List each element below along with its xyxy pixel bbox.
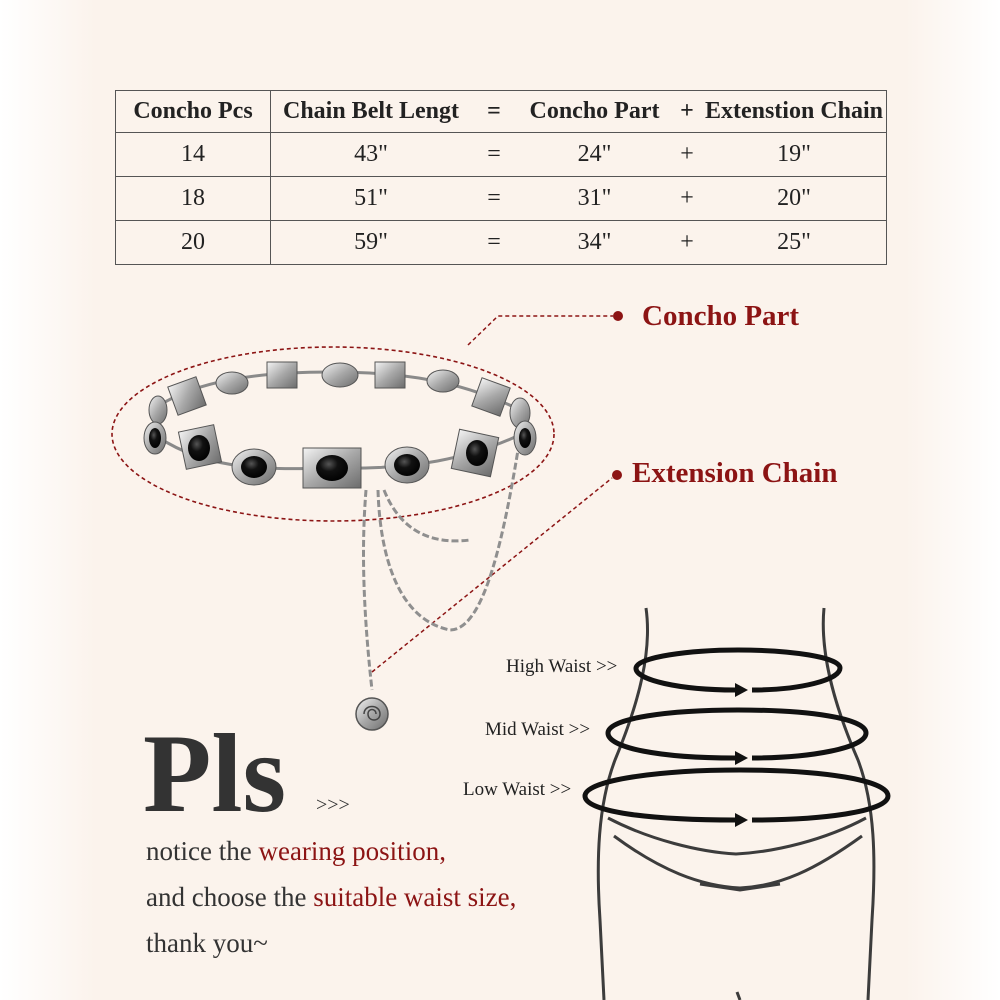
pls-heading: Pls: [143, 712, 287, 836]
header-concho-part: Concho Part: [529, 98, 660, 124]
cell-plus: +: [680, 185, 694, 211]
wearing-position-highlight: wearing position,: [258, 836, 446, 866]
high-waist-ring: [636, 650, 840, 697]
cell-length: 43": [354, 141, 388, 167]
waist-size-highlight: suitable waist size,: [313, 882, 517, 912]
cell-length: 51": [354, 185, 388, 211]
cell-concho: 31": [577, 185, 612, 211]
cell-ext: 20": [777, 185, 811, 211]
concho-part-label: Concho Part: [642, 300, 800, 332]
header-extension-chain: Extenstion Chain: [704, 98, 884, 124]
cell-concho: 34": [577, 229, 612, 255]
high-waist-label: High Waist >>: [506, 656, 618, 677]
header-concho-pcs: Concho Pcs: [116, 91, 271, 133]
cell-equals: =: [487, 185, 501, 211]
notice-line-1: [146, 836, 446, 867]
notice-line-2: [146, 882, 516, 913]
mid-waist-ring: [608, 710, 866, 765]
notice-line-3: thank you~: [146, 928, 268, 958]
cell-plus: +: [680, 229, 694, 255]
cell-pcs: 20: [116, 221, 271, 265]
low-waist-ring: [585, 770, 888, 827]
cell-pcs: 18: [116, 177, 271, 221]
header-chain-belt-length: Chain Belt Lengt: [282, 98, 459, 124]
cell-concho: 24": [577, 141, 612, 167]
extension-chain-label: Extension Chain: [632, 457, 838, 489]
cell-pcs: 14: [116, 133, 271, 177]
header-plus: +: [680, 98, 694, 124]
cell-equals: =: [487, 229, 501, 255]
notice-line-2-text: and choose the: [146, 882, 314, 912]
low-waist-label: Low Waist >>: [463, 779, 572, 800]
mid-waist-label: Mid Waist >>: [485, 719, 591, 740]
cell-length: 59": [354, 229, 388, 255]
header-equals: =: [487, 98, 501, 124]
notice-line-1-text: notice the: [146, 836, 259, 866]
cell-equals: =: [487, 141, 501, 167]
cell-ext: 25": [777, 229, 811, 255]
body-outline: [598, 608, 874, 1000]
cell-plus: +: [680, 141, 694, 167]
cell-ext: 19": [777, 141, 811, 167]
pls-arrows: >>>: [316, 794, 350, 816]
